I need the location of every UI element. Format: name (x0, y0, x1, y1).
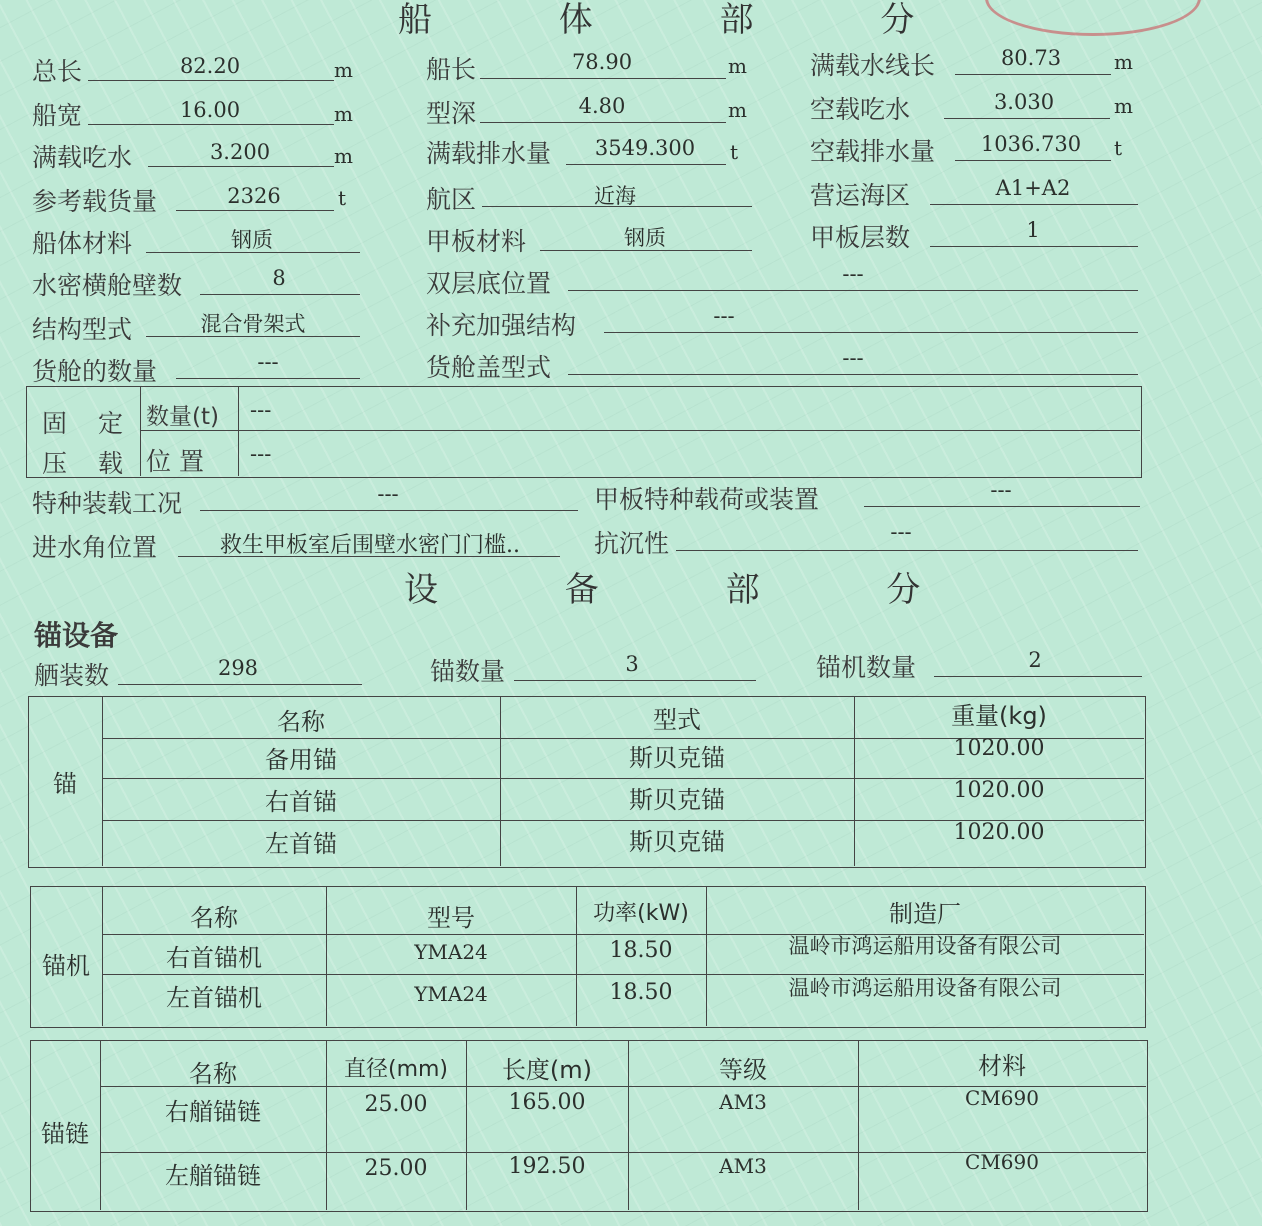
underline (676, 550, 1138, 551)
light-draft-unit: m (1114, 94, 1133, 118)
table-row-cell: 斯贝克锚 (629, 828, 725, 856)
bulkheads-value: 8 (272, 266, 286, 290)
structure-label: 结构型式 (32, 315, 133, 344)
breadth-value: 16.00 (179, 98, 241, 122)
underline (930, 246, 1138, 247)
chain-header-diameter: 直径(mm) (343, 1057, 449, 1082)
anchor-heading: 锚设备 (34, 619, 119, 652)
bulkheads-label: 水密横舱壁数 (32, 271, 183, 300)
deck-material-label: 甲板材料 (426, 227, 527, 256)
light-displacement-label: 空载排水量 (810, 137, 936, 166)
table-row-cell: 温岭市鸿运船用设备有限公司 (788, 934, 1062, 958)
table-row-cell: 右艏锚链 (165, 1098, 261, 1126)
special-load-label: 特种装载工况 (32, 489, 183, 518)
table-row-cell: 温岭市鸿运船用设备有限公司 (788, 976, 1062, 1000)
underline (540, 250, 752, 251)
deck-layers-value: 1 (1026, 218, 1040, 242)
table-row-cell: YMA24 (414, 982, 488, 1006)
underline (178, 556, 560, 557)
deck-special-label: 甲板特种载荷或装置 (594, 485, 820, 514)
underline (568, 290, 1138, 291)
structure-value: 混合骨架式 (200, 312, 306, 336)
table-row-cell: 1020.00 (953, 820, 1045, 845)
hull-material-label: 船体材料 (32, 229, 133, 258)
full-draft-value: 3.200 (209, 140, 271, 164)
underline (200, 510, 578, 511)
windlass-header-maker: 制造厂 (889, 900, 961, 928)
depth-value: 4.80 (578, 94, 626, 118)
ballast-pos-label: 位 置 (146, 447, 204, 476)
underline (568, 374, 1138, 375)
underline (88, 124, 334, 125)
holds-value: --- (257, 350, 279, 374)
underline (118, 684, 362, 685)
divider (238, 386, 239, 476)
outfit-number-value: 298 (217, 656, 259, 680)
table-row-cell: CM690 (965, 1150, 1039, 1174)
ballast-qty-label: 数量(t) (146, 404, 219, 430)
underline (148, 166, 334, 167)
waterline-length-unit: m (1114, 50, 1133, 74)
underline (930, 204, 1138, 205)
nav-area-label: 航区 (426, 185, 477, 214)
outfit-number-label: 舾装数 (34, 661, 110, 690)
underline (88, 80, 334, 81)
underline (604, 332, 1138, 333)
windlass-side-label: 锚机 (42, 952, 90, 980)
double-bottom-value: --- (842, 262, 864, 286)
hull-material-value: 钢质 (231, 228, 273, 252)
table-row-cell: 18.50 (609, 938, 673, 963)
ballast-label-1: 固 (42, 409, 68, 438)
table-row-cell: 192.50 (508, 1154, 586, 1179)
table-row-cell: 左首锚机 (166, 984, 262, 1012)
breadth-unit: m (334, 102, 353, 126)
underline (480, 78, 726, 79)
windlass-count-label: 锚机数量 (816, 653, 917, 682)
windlass-header-power: 功率(kW) (593, 901, 689, 926)
underline (176, 210, 334, 211)
divider (140, 430, 1140, 431)
chain-header-grade: 等级 (719, 1056, 767, 1084)
table-row-cell: 斯贝克锚 (629, 786, 725, 814)
ballast-label-3: 压 (42, 449, 68, 478)
double-bottom-label: 双层底位置 (426, 269, 552, 298)
depth-unit: m (728, 98, 747, 122)
full-displacement-label: 满载排水量 (426, 139, 552, 168)
underline (944, 118, 1110, 119)
table-row-cell: AM3 (719, 1090, 767, 1114)
windlass-header-model: 型号 (427, 904, 475, 932)
chain-side-label: 锚链 (41, 1120, 89, 1148)
underline (955, 74, 1111, 75)
windlass-header-name: 名称 (190, 904, 238, 932)
divider (140, 386, 141, 476)
table-row-cell: 右首锚机 (166, 944, 262, 972)
full-draft-unit: m (334, 144, 353, 168)
table-row-cell: 左首锚 (265, 830, 337, 858)
table-row-cell: 25.00 (364, 1156, 428, 1181)
full-draft-label: 满载吃水 (32, 143, 133, 172)
breadth-label: 船宽 (32, 101, 83, 130)
anchor-header-name: 名称 (277, 708, 325, 736)
anchor-count-label: 锚数量 (430, 657, 506, 686)
table-row-cell: CM690 (965, 1086, 1039, 1110)
ref-cargo-value: 2326 (227, 184, 281, 208)
underline (146, 252, 360, 253)
light-displacement-unit: t (1114, 136, 1123, 160)
table-row-cell: 左艏锚链 (165, 1162, 261, 1190)
table-row-cell: 右首锚 (265, 788, 337, 816)
unsinkable-value: --- (890, 520, 912, 544)
ballast-qty-value: --- (250, 398, 272, 422)
reinforce-label: 补充加强结构 (426, 311, 577, 340)
underline (934, 676, 1142, 677)
deck-special-value: --- (990, 478, 1012, 502)
ref-cargo-unit: t (338, 186, 347, 210)
hatch-value: --- (842, 346, 864, 370)
ship-length-unit: m (728, 54, 747, 78)
table-row-cell: AM3 (719, 1154, 767, 1178)
ship-length-value: 78.90 (571, 50, 633, 74)
deck-layers-label: 甲板层数 (810, 223, 911, 252)
overall-length-unit: m (334, 58, 353, 82)
ballast-pos-value: --- (250, 442, 272, 466)
reinforce-value: --- (713, 304, 735, 328)
op-area-value: A1+A2 (995, 176, 1071, 200)
hatch-label: 货舱盖型式 (426, 353, 552, 382)
waterline-length-label: 满载水线长 (810, 51, 936, 80)
chain-header-material: 材料 (978, 1052, 1026, 1080)
underline (146, 336, 360, 337)
nav-area-value: 近海 (594, 184, 636, 208)
light-draft-label: 空载吃水 (810, 95, 911, 124)
hull-section-title: 船 体 部 分 (398, 0, 973, 40)
table-row-cell: 1020.00 (953, 736, 1045, 761)
underline (864, 506, 1140, 507)
waterline-length-value: 80.73 (1000, 46, 1062, 70)
table-row-cell: 1020.00 (953, 778, 1045, 803)
table-row-cell: 斯贝克锚 (629, 744, 725, 772)
table-row-cell: 25.00 (364, 1092, 428, 1117)
underline (514, 680, 756, 681)
full-displacement-unit: t (730, 140, 739, 164)
underline (176, 378, 360, 379)
table-row-cell: 18.50 (609, 980, 673, 1005)
equipment-section-title: 设 备 部 分 (404, 570, 979, 610)
light-displacement-value: 1036.730 (980, 132, 1082, 156)
anchor-header-weight: 重量(kg) (951, 702, 1047, 730)
table-row-cell: 165.00 (508, 1090, 586, 1115)
op-area-label: 营运海区 (810, 181, 911, 210)
table-row-cell: YMA24 (414, 940, 488, 964)
underline (200, 294, 360, 295)
unsinkable-label: 抗沉性 (594, 529, 670, 558)
holds-label: 货舱的数量 (32, 357, 158, 386)
chain-header-length: 长度(m) (501, 1056, 593, 1084)
table-row-cell: 备用锚 (265, 746, 337, 774)
anchor-side-label: 锚 (53, 770, 77, 798)
light-draft-value: 3.030 (993, 90, 1055, 114)
deck-material-value: 钢质 (624, 226, 666, 250)
underline (482, 206, 752, 207)
anchor-count-value: 3 (625, 652, 639, 676)
full-displacement-value: 3549.300 (594, 136, 696, 160)
depth-label: 型深 (426, 99, 477, 128)
special-load-value: --- (377, 482, 399, 506)
anchor-header-type: 型式 (653, 706, 701, 734)
underline (566, 164, 726, 165)
flood-angle-label: 进水角位置 (32, 533, 158, 562)
chain-header-name: 名称 (189, 1060, 237, 1088)
windlass-count-value: 2 (1028, 648, 1042, 672)
underline (480, 122, 726, 123)
flood-angle-value: 救生甲板室后围壁水密门门槛.. (220, 533, 520, 558)
ballast-label-4: 载 (98, 449, 124, 478)
underline (955, 160, 1111, 161)
overall-length-value: 82.20 (179, 54, 241, 78)
overall-length-label: 总长 (32, 57, 83, 86)
ballast-label-2: 定 (98, 409, 124, 438)
ship-length-label: 船长 (426, 55, 477, 84)
ref-cargo-label: 参考载货量 (32, 187, 158, 216)
